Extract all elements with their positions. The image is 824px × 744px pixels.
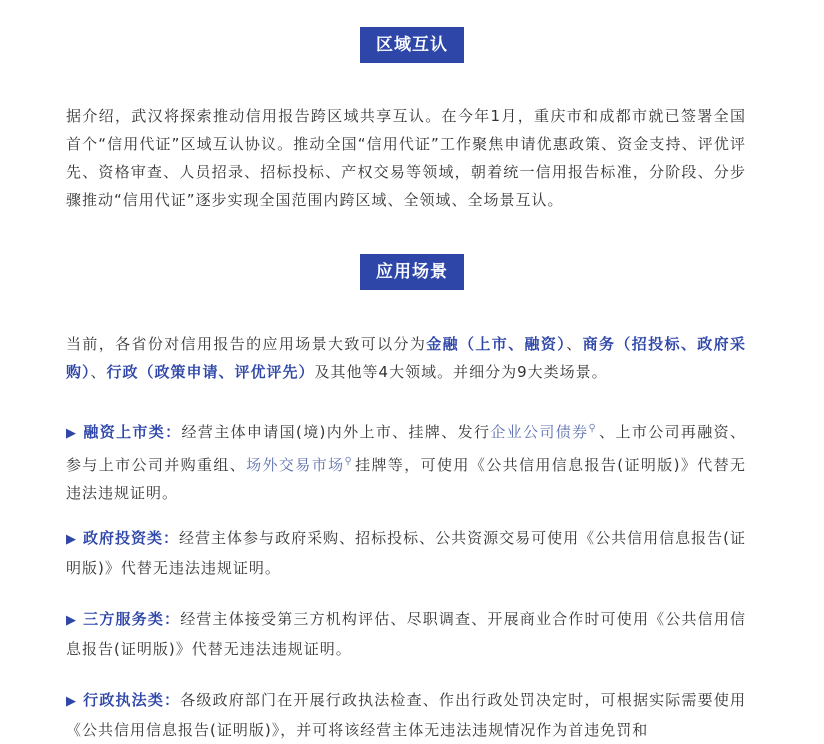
category-label: 融资上市类：	[83, 423, 182, 441]
category-label: 政府投资类：	[83, 529, 180, 547]
triangle-bullet-icon: ▶	[66, 426, 78, 441]
list-item-third-party-services: ▶ 三方服务类：经营主体接受第三方机构评估、尽职调查、开展商业合作时可使用《公共信用信息报告(证明版)》代替无违法违规证明。	[66, 610, 746, 658]
list-item-financing-listing: ▶ 融资上市类：经营主体申请国(境)内外上市、挂牌、发行企业公司债券⚲ 、上市公司再融资、参与上市公司并购重组、场外交易市场⚲ 挂牌等，可使用《公共信用信息报告(证明版)》代替无违法违规证明。	[66, 423, 746, 502]
list-item-government-investment: ▶ 政府投资类：经营主体参与政府采购、招标投标、公共资源交易可使用《公共信用信息报告(证明版)》代替无违法违规证明。	[66, 529, 747, 577]
category-label: 三方服务类：	[83, 610, 181, 628]
highlight-commerce: 商务（招投标、政府采购）	[66, 335, 746, 381]
search-icon[interactable]: ⚲	[588, 423, 597, 434]
highlight-administration: 行政（政策申请、评优评先）	[106, 363, 315, 381]
list-item-administrative-enforcement: ▶ 行政执法类：各级政府部门在开展行政执法检查、作出行政处罚决定时，可根据实际需要使用《公共信用信息报告(证明版)》，并可将该经营主体无违法违规情况作为首违免罚和	[66, 691, 746, 739]
keyword-link-corporate-bonds[interactable]: 企业公司债券	[490, 423, 589, 441]
section-title-regional-recognition: 区域互认	[360, 27, 464, 63]
triangle-bullet-icon: ▶	[66, 613, 78, 628]
triangle-bullet-icon: ▶	[66, 532, 78, 547]
highlight-finance: 金融（上市、融资）	[426, 335, 567, 353]
search-icon[interactable]: ⚲	[344, 456, 353, 467]
section-title-application-scenarios: 应用场景	[360, 254, 464, 290]
regional-recognition-paragraph: 据介绍，武汉将探索推动信用报告跨区域共享互认。在今年1月，重庆市和成都市就已签署全国首个“信用代证”区域互认协议。推动全国“信用代证”工作聚焦申请优惠政策、资金支持、评优评先、资格审查、人员招录、招标投标、产权交易等领域，朝着统一信用报告标准，分阶段、分步骤推动“信用代证”逐步实现全国范围内跨区域、全领域、全场景互认。	[66, 107, 746, 209]
keyword-link-otc-market[interactable]: 场外交易市场	[246, 456, 345, 474]
triangle-bullet-icon: ▶	[66, 694, 78, 709]
scenarios-intro-paragraph: 当前，各省份对信用报告的应用场景大致可以分为金融（上市、融资）、商务（招投标、政府采购）、行政（政策申请、评优评先）及其他等4大领域。并细分为9大类场景。	[66, 335, 746, 381]
category-label: 行政执法类：	[83, 691, 181, 709]
